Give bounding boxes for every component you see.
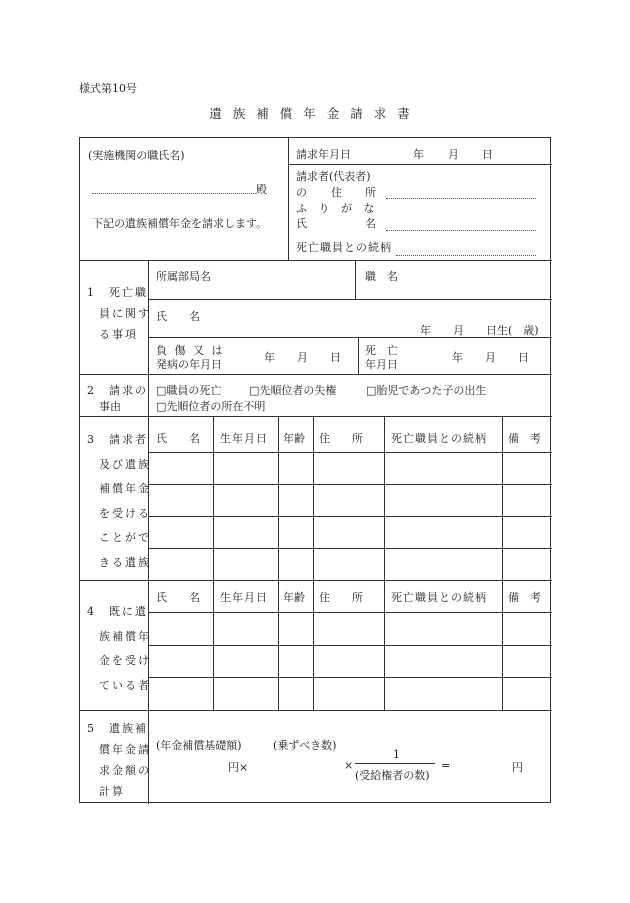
request-date-rule [288,164,552,165]
form-title: 遺族補償年金請求書 [209,106,421,121]
fraction-numerator: 1 [393,748,400,761]
injury-date-value: 年 月 日 [264,351,341,364]
section3-label-line: 補償年金 [99,482,151,495]
request-statement: 下記の遺族補償年金を請求します。 [92,217,268,230]
section5-label-line: 計算 [99,785,125,798]
section4-label-line: 金を受け [99,654,151,667]
form-number: 様式第10号 [79,82,137,95]
address-field[interactable] [386,198,536,199]
section3-label-line: きる遺族 [99,555,151,569]
base-amount-label: (年金補償基礎額) [156,739,242,752]
s4-col-relation: 死亡職員との続柄 [391,591,487,604]
rule-s4-bottom [80,710,552,711]
section5-label [87,718,151,802]
s3-col-age: 年齢 [283,432,305,445]
header-divider [288,138,289,260]
relation-field[interactable] [396,255,536,256]
rule-s1-a [148,299,552,300]
death-date-label-2: 年月日 [365,358,398,371]
dept-label: 所属部局名 [156,270,211,283]
s3-row-rule [148,516,552,517]
name-field[interactable] [386,230,536,231]
rule-s3-bottom [80,580,552,581]
s4-row-rule [148,612,552,613]
section2-label-line: 事由 [99,400,121,413]
s4-row-rule [148,645,552,646]
section3-label-line: 3 請求者 [87,433,148,446]
form-frame [79,137,551,803]
reason-option[interactable]: □胎児であつた子の出生 [366,384,487,397]
fraction-bar [355,763,435,764]
section4-label-line: ている者 [99,678,151,692]
furigana-label: ふ り が な [296,202,379,215]
rule-s1-bottom [80,374,552,375]
section3-label [87,428,151,575]
deceased-name-label: 氏 名 [156,310,200,323]
s4-col-name: 氏 名 [156,591,200,604]
s3-col-address: 住 所 [319,432,363,445]
s3-vline [213,416,214,580]
request-date-label: 請求年月日 [296,148,351,161]
deceased-birth: 年 月 日生( 歳) [420,324,539,337]
addressee-field[interactable] [92,193,256,194]
multiplier-label: (乗ずべき数) [273,739,337,752]
s3-vline [278,416,279,580]
job-label: 職 名 [365,270,398,283]
section5-label-line: 償年金請 [99,743,151,756]
section1-label-line: 1 死亡職 [87,286,148,299]
s4-col-address: 住 所 [319,591,363,604]
s4-col-birth: 生年月日 [220,591,268,604]
dept-job-divider [355,260,356,299]
section4-label-line: 族補償年 [99,629,151,643]
result-yen: 円 [512,761,523,774]
times-sign: × [344,759,354,772]
section1-label-line: 員に関す [99,307,151,320]
s3-col-remarks: 備 考 [508,432,541,445]
request-day: 日 [482,148,493,161]
yen-times: 円× [228,761,249,774]
s3-vline [313,416,314,580]
section3-label-line: 及び遺族 [99,457,151,471]
claimant-label: 請求者(代表者) [296,170,371,183]
section5-label-line: 5 遺族補 [87,722,148,735]
address-no: の [296,186,307,199]
injury-death-divider [358,337,359,374]
reason-option[interactable]: □先順位者の所在不明 [156,400,266,413]
reason-option[interactable]: □職員の死亡 [156,384,222,397]
s3-col-birth: 生年月日 [220,432,268,445]
s4-col-age: 年齢 [283,591,305,604]
name-shi: 氏 [296,217,307,230]
death-date-label: 死 亡 [365,344,398,357]
honorific: 殿 [256,183,267,196]
rule-s1-b [148,337,552,338]
section3-label-line: を受ける [99,506,151,520]
s3-vline [384,416,385,580]
rule-s2-bottom [80,416,552,417]
relation-label: 死亡職員との続柄 [296,241,392,254]
name-mei: 名 [365,217,376,230]
injury-date-label-2: 発病の年月日 [156,358,222,371]
reason-option[interactable]: □先順位者の失権 [249,384,337,397]
section4-label-line: 4 既に遺 [87,605,148,618]
section3-label-line: ことがで [99,531,151,544]
s3-col-name: 氏 名 [156,432,200,445]
section1-label [87,282,151,345]
s3-row-rule [148,548,552,549]
section1-label-line: る事項 [99,328,138,341]
injury-date-label: 負 傷 又 は [156,344,225,357]
equals-sign: = [441,759,451,772]
s3-row-rule [148,452,552,453]
request-month: 月 [448,148,459,161]
s3-vline [502,416,503,580]
addressee-label: (実施機関の職氏名) [88,149,185,162]
fraction-denominator: (受給権者の数) [355,769,430,782]
s4-row-rule [148,677,552,678]
s3-row-rule [148,484,552,485]
s3-col-relation: 死亡職員との続柄 [391,432,487,445]
request-year: 年 [413,148,424,161]
section2-label-line: 2 請求の [87,384,148,397]
section5-label-line: 求金額の [99,764,151,777]
section4-label [87,600,151,698]
s4-col-remarks: 備 考 [508,591,541,604]
rule-header-bottom [80,260,552,261]
address-label: 住 所 [331,186,382,199]
death-date-value: 年 月 日 [452,351,529,364]
